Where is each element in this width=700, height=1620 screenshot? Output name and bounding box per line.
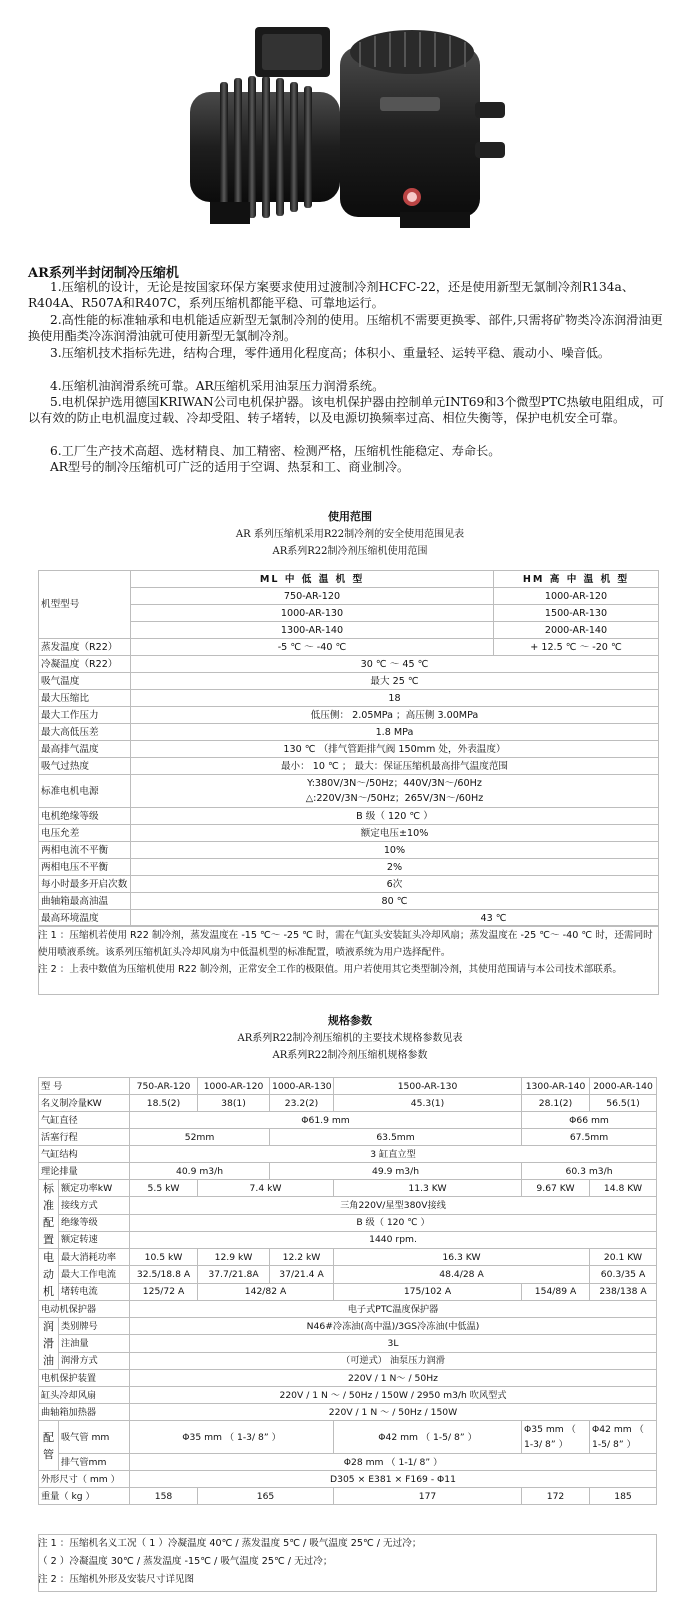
usage-row-label: 最高环境温度	[39, 910, 131, 927]
spec-max-power: 10.5 kW	[130, 1249, 198, 1266]
table-row	[39, 893, 659, 910]
table-row	[39, 707, 659, 724]
usage-row-label: 最高排气温度	[39, 741, 131, 758]
table-row	[39, 588, 659, 605]
spec-disp-c: 60.3 m3/h	[522, 1163, 657, 1180]
spec-dims: D305 × E381 × F169 - Φ11	[130, 1471, 657, 1488]
usage-power-line-1: Y:380V/3N～/50Hz；440V/3N～/60Hz	[307, 778, 482, 789]
spec-rated-power: 11.3 KW	[334, 1180, 522, 1197]
usage-ml-header: ML 中 低 温 机 型	[131, 571, 494, 588]
usage-row-label: 两相电压不平衡	[39, 859, 131, 876]
spec-protector-label: 电动机保护器	[39, 1301, 130, 1318]
usage-table	[38, 570, 659, 927]
spec-max-power: 12.9 kW	[198, 1249, 270, 1266]
usage-note-1: 注 1 ：压缩机若使用 R22 制冷剂，蒸发温度在 -15 ℃～ -25 ℃ 时，需在气缸头安装缸头冷却风扇；蒸发温度在 -25 ℃～ -40 ℃ 时，还需同时使用喷液系统。该系列压缩机缸头冷却风扇为中低温机型的标准配置，喷液系统为用户选择配件。	[38, 930, 653, 958]
spec-max-current-label: 最大工作电流	[59, 1266, 130, 1283]
spec-cyl-label: 气缸结构	[39, 1146, 130, 1163]
table-row	[39, 775, 659, 808]
table-row	[39, 605, 659, 622]
usage-ml-model: 1300-AR-140	[131, 622, 494, 639]
spec-capacity: 28.1(2)	[522, 1095, 590, 1112]
intro-paragraph-5: 5.电机保护选用德国KRIWAN公司电机保护器。该电机保护器由控制单元INT69和3个微型PTC热敏电阻组成，可以有效的防止电机温度过载、冷却受阻、转子堵转，以及电源切换频率过高、相位失衡等，保护电机安全可靠。	[28, 395, 664, 426]
table-row	[39, 876, 659, 893]
spec-fan-label: 缸头冷却风扇	[39, 1387, 130, 1404]
intro-paragraph-1: 1.压缩机的设计，无论是按国家环保方案要求使用过渡制冷剂HCFC-22，还是使用新型无氯制冷剂R134a、R404A、R507A和R407C，系列压缩机都能平稳、可靠地运行。	[28, 280, 635, 311]
table-row	[39, 1163, 657, 1180]
table-row	[39, 741, 659, 758]
table-row	[39, 1352, 657, 1369]
spec-locked-label: 堵转电流	[59, 1283, 130, 1300]
table-row	[39, 622, 659, 639]
spec-model: 1300-AR-140	[522, 1078, 590, 1095]
spec-dims-label: 外形尺寸（ mm ）	[39, 1471, 130, 1488]
intro-paragraph-4: 4.压缩机油润滑系统可靠。AR压缩机采用油泵压力润滑系统。	[50, 379, 385, 393]
spec-model: 1000-AR-130	[270, 1078, 334, 1095]
spec-subtitle-1: AR系列R22制冷剂压缩机的主要技术规格参数见表	[237, 1033, 463, 1044]
usage-row-label: 冷凝温度（R22）	[39, 656, 131, 673]
spec-wiring-label: 接线方式	[59, 1197, 130, 1214]
spec-bore-label: 气缸直径	[39, 1112, 130, 1129]
usage-evap-ml: -5 ℃ ～ -40 ℃	[131, 639, 494, 656]
table-row	[39, 758, 659, 775]
usage-row-label: 最大工作压力	[39, 707, 131, 724]
table-row	[39, 571, 659, 588]
spec-locked: 175/102 A	[334, 1283, 522, 1300]
spec-heater-label: 曲轴箱加热器	[39, 1404, 130, 1421]
spec-discharge: Φ28 mm （ 1-1/ 8” ）	[130, 1454, 657, 1471]
spec-max-power-label: 最大消耗功率	[59, 1249, 130, 1266]
spec-locked: 125/72 A	[130, 1283, 198, 1300]
spec-capacity: 56.5(1)	[590, 1095, 657, 1112]
spec-stroke-c: 67.5mm	[522, 1129, 657, 1146]
usage-row-value: 30 ℃ ～ 45 ℃	[131, 656, 659, 673]
intro-paragraph-6: 6.工厂生产技术高超、选材精良、加工精密、检测严格，压缩机性能稳定、寿命长。	[50, 444, 501, 458]
table-row	[39, 639, 659, 656]
spec-model-label: 型 号	[39, 1078, 130, 1095]
usage-power-value	[131, 775, 659, 808]
spec-max-current: 37.7/21.8A	[198, 1266, 270, 1283]
usage-row-value: B 级（ 120 ℃ ）	[131, 808, 659, 825]
spec-weight: 177	[334, 1488, 522, 1505]
usage-hm-header: HM 高 中 温 机 型	[494, 571, 659, 588]
usage-evap-label: 蒸发温度（R22）	[39, 639, 131, 656]
spec-suction: Φ42 mm （ 1-5/ 8” ）	[334, 1421, 522, 1454]
spec-max-power: 12.2 kW	[270, 1249, 334, 1266]
spec-suction: Φ35 mm （ 1-3/ 8” ）	[130, 1421, 334, 1454]
table-row	[39, 1318, 657, 1335]
spec-discharge-label: 排气管mm	[59, 1454, 130, 1471]
usage-hm-model: 2000-AR-140	[494, 622, 659, 639]
spec-suction-label: 吸气管 mm	[59, 1421, 130, 1454]
table-row	[39, 1454, 657, 1471]
spec-capacity: 45.3(1)	[334, 1095, 522, 1112]
spec-max-current: 60.3/35 A	[590, 1266, 657, 1283]
table-row	[39, 1421, 657, 1454]
spec-pipe-group: 配管	[39, 1421, 59, 1471]
spec-disp-label: 理论排量	[39, 1163, 130, 1180]
spec-model: 750-AR-120	[130, 1078, 198, 1095]
spec-suction: Φ35 mm （ 1-3/ 8” ）	[522, 1421, 590, 1454]
table-row	[39, 1095, 657, 1112]
spec-insulation-label: 绝缘等级	[59, 1214, 130, 1231]
usage-note-2: 注 2 ：上表中数值为压缩机使用 R22 制冷剂，正常安全工作的极限值。用户若使用其它类型制冷剂，其使用范围请与本公司技术部联系。	[38, 964, 623, 975]
usage-hm-model: 1500-AR-130	[494, 605, 659, 622]
spec-locked: 238/138 A	[590, 1283, 657, 1300]
spec-rated-power: 14.8 KW	[590, 1180, 657, 1197]
spec-max-current: 32.5/18.8 A	[130, 1266, 198, 1283]
usage-header-model: 机型型号	[39, 571, 131, 639]
table-row	[39, 1180, 657, 1197]
usage-row-label: 曲轴箱最高油温	[39, 893, 131, 910]
usage-row-value: 18	[131, 690, 659, 707]
spec-max-current: 37/21.4 A	[270, 1266, 334, 1283]
usage-row-value: 2%	[131, 859, 659, 876]
spec-table	[38, 1077, 657, 1505]
table-row	[39, 1266, 657, 1283]
spec-oil-type: N46#冷冻油(高中温)/3GS冷冻油(中低温)	[130, 1318, 657, 1335]
intro-title: AR系列半封闭制冷压缩机	[28, 266, 179, 281]
spec-locked: 154/89 A	[522, 1283, 590, 1300]
usage-row-label: 电压允差	[39, 825, 131, 842]
spec-weight: 158	[130, 1488, 198, 1505]
usage-row-value: 6次	[131, 876, 659, 893]
usage-row-label: 吸气温度	[39, 673, 131, 690]
table-row	[39, 1112, 657, 1129]
table-row	[39, 1404, 657, 1421]
spec-std-motor-group: 标准配置	[39, 1180, 59, 1249]
usage-hm-model: 1000-AR-120	[494, 588, 659, 605]
usage-row-value: 1.8 MPa	[131, 724, 659, 741]
spec-motor-protect-label: 电机保护装置	[39, 1370, 130, 1387]
usage-row-label: 最大压缩比	[39, 690, 131, 707]
table-row	[39, 825, 659, 842]
spec-weight: 165	[198, 1488, 334, 1505]
spec-rated-power: 5.5 kW	[130, 1180, 198, 1197]
usage-power-label: 标准电机电源	[39, 775, 131, 808]
table-row	[39, 842, 659, 859]
usage-row-label: 每小时最多开启次数	[39, 876, 131, 893]
usage-row-value: 低压侧： 2.05MPa ；高压侧 3.00MPa	[131, 707, 659, 724]
spec-weight-label: 重量（ kg ）	[39, 1488, 130, 1505]
spec-capacity-label: 名义制冷量KW	[39, 1095, 130, 1112]
table-row	[39, 1471, 657, 1488]
spec-lube-group: 润滑油	[39, 1318, 59, 1370]
compressor-photo	[150, 12, 530, 250]
usage-subtitle-2: AR系列R22制冷剂压缩机使用范围	[272, 546, 428, 557]
intro-paragraph-3: 3.压缩机技术指标先进，结构合理，零件通用化程度高；体积小、重量轻、运转平稳、震动小、噪音低。	[50, 346, 611, 360]
spec-speed-label: 额定转速	[59, 1231, 130, 1248]
spec-lube-method: （可逆式） 油泵压力润滑	[130, 1352, 657, 1369]
usage-ml-model: 750-AR-120	[131, 588, 494, 605]
spec-note-1b: （ 2 ）冷凝温度 30℃ / 蒸发温度 -15℃ / 吸气温度 25℃ / 无过冷；	[38, 1556, 333, 1567]
usage-row-value: 最小： 10 ℃ ； 最大：保证压缩机最高排气温度范围	[131, 758, 659, 775]
spec-protector: 电子式PTC温度保护器	[130, 1301, 657, 1318]
spec-stroke-a: 52mm	[130, 1129, 270, 1146]
usage-row-label: 两相电流不平衡	[39, 842, 131, 859]
usage-subtitle-1: AR 系列压缩机采用R22制冷剂的安全使用范围见表	[235, 529, 465, 540]
spec-bore-b: Φ66 mm	[522, 1112, 657, 1129]
spec-lube-method-label: 润滑方式	[59, 1352, 130, 1369]
intro-paragraph-2: 2.高性能的标准轴承和电机能适应新型无氯制冷剂的使用。压缩机不需要更换零、部件,只需将矿物类冷冻润滑油更换使用酯类冷冻润滑油就可使用新型无氯制冷剂。	[28, 313, 663, 344]
table-row	[39, 1301, 657, 1318]
intro-paragraph-7: AR型号的制冷压缩机可广泛的适用于空调、热泵和工、商业制冷。	[50, 460, 410, 474]
table-row	[39, 1231, 657, 1248]
spec-capacity: 18.5(2)	[130, 1095, 198, 1112]
spec-disp-b: 49.9 m3/h	[270, 1163, 522, 1180]
usage-row-label: 最大高低压差	[39, 724, 131, 741]
table-row	[39, 656, 659, 673]
table-row	[39, 1488, 657, 1505]
table-row	[39, 690, 659, 707]
table-row	[39, 859, 659, 876]
table-row	[39, 1078, 657, 1095]
usage-row-value: 10%	[131, 842, 659, 859]
usage-row-value: 43 ℃	[131, 910, 659, 927]
spec-oil-type-label: 类别牌号	[59, 1318, 130, 1335]
spec-model: 1000-AR-120	[198, 1078, 270, 1095]
spec-max-power: 16.3 KW	[334, 1249, 590, 1266]
spec-model: 1500-AR-130	[334, 1078, 522, 1095]
usage-row-value: 最大 25 ℃	[131, 673, 659, 690]
spec-rated-power-label: 额定功率kW	[59, 1180, 130, 1197]
spec-locked: 142/82 A	[198, 1283, 334, 1300]
spec-disp-a: 40.9 m3/h	[130, 1163, 270, 1180]
spec-motor-protect: 220V / 1 N～ / 50Hz	[130, 1370, 657, 1387]
spec-insulation: B 级（ 120 ℃ ）	[130, 1214, 657, 1231]
table-row	[39, 1249, 657, 1266]
spec-suction: Φ42 mm （ 1-5/ 8” ）	[590, 1421, 657, 1454]
usage-title: 使用范围	[328, 510, 372, 523]
spec-model: 2000-AR-140	[590, 1078, 657, 1095]
table-row	[39, 1283, 657, 1300]
spec-weight: 185	[590, 1488, 657, 1505]
table-row	[39, 1370, 657, 1387]
usage-row-label: 电机绝缘等级	[39, 808, 131, 825]
spec-rated-power: 7.4 kW	[198, 1180, 334, 1197]
spec-motor-group: 电动机	[39, 1249, 59, 1301]
usage-row-value: 80 ℃	[131, 893, 659, 910]
table-row	[39, 1335, 657, 1352]
spec-oil-qty-label: 注油量	[59, 1335, 130, 1352]
usage-power-line-2: △:220V/3N～/50Hz；265V/3N～/60Hz	[305, 793, 484, 804]
spec-rated-power: 9.67 KW	[522, 1180, 590, 1197]
table-row	[39, 808, 659, 825]
spec-oil-qty: 3L	[130, 1335, 657, 1352]
table-row	[39, 1146, 657, 1163]
spec-note-1: 注 1 ：压缩机名义工况（ 1 ）冷凝温度 40℃ / 蒸发温度 5℃ / 吸气温度 25℃ / 无过冷；	[38, 1538, 422, 1549]
usage-row-label: 吸气过热度	[39, 758, 131, 775]
table-row	[39, 1387, 657, 1404]
spec-subtitle-2: AR系列R22制冷剂压缩机规格参数	[272, 1050, 428, 1061]
spec-capacity: 23.2(2)	[270, 1095, 334, 1112]
spec-heater: 220V / 1 N ～ / 50Hz / 150W	[130, 1404, 657, 1421]
table-row	[39, 1214, 657, 1231]
spec-cyl: 3 缸直立型	[130, 1146, 657, 1163]
usage-row-value: 额定电压±10%	[131, 825, 659, 842]
spec-stroke-b: 63.5mm	[270, 1129, 522, 1146]
usage-row-value: 130 ℃ （排气管距排气阀 150mm 处，外表温度）	[131, 741, 659, 758]
table-row	[39, 1197, 657, 1214]
spec-capacity: 38(1)	[198, 1095, 270, 1112]
usage-ml-model: 1000-AR-130	[131, 605, 494, 622]
spec-bore-a: Φ61.9 mm	[130, 1112, 522, 1129]
spec-stroke-label: 活塞行程	[39, 1129, 130, 1146]
spec-max-power: 20.1 KW	[590, 1249, 657, 1266]
spec-wiring: 三角220V/星型380V接线	[130, 1197, 657, 1214]
spec-speed: 1440 rpm.	[130, 1231, 657, 1248]
spec-max-current: 48.4/28 A	[334, 1266, 590, 1283]
table-row	[39, 910, 659, 927]
table-row	[39, 1129, 657, 1146]
usage-evap-hm: + 12.5 ℃ ～ -20 ℃	[494, 639, 659, 656]
spec-title: 规格参数	[328, 1014, 372, 1027]
table-row	[39, 724, 659, 741]
spec-weight: 172	[522, 1488, 590, 1505]
spec-note-2: 注 2 ：压缩机外形及安装尺寸详见图	[38, 1574, 195, 1585]
spec-fan: 220V / 1 N ～ / 50Hz / 150W / 2950 m3/h 吹风型式	[130, 1387, 657, 1404]
table-row	[39, 673, 659, 690]
